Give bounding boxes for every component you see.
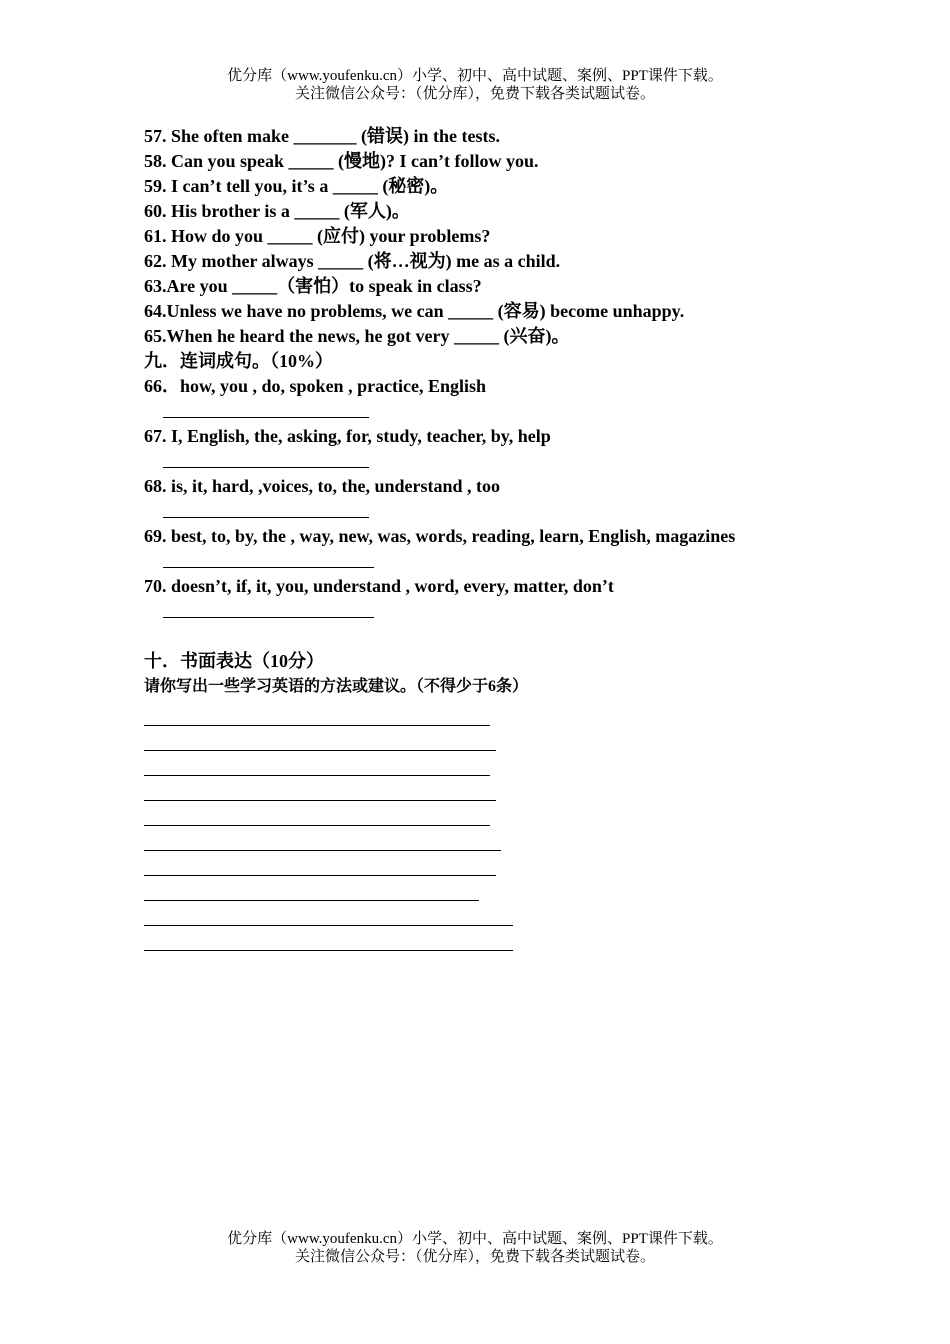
question-65: 65.When he heard the news, he got very _____ (兴奋)。 — [144, 326, 570, 346]
footer-line-2: 关注微信公众号：（优分库），免费下载各类试题试卷。 — [294, 1249, 655, 1265]
question-68: 68. is, it, hard, ,voices, to, the, understand , too — [144, 476, 501, 496]
question-62: 62. My mother always _____ (将…视为) me as a child. — [144, 251, 561, 271]
answer-line-67[interactable] — [144, 449, 904, 474]
writing-line[interactable] — [144, 850, 904, 875]
page-header — [0, 67, 950, 103]
question-57: 57. She often make _______ (错误) in the tests. — [144, 126, 500, 146]
question-63: 63.Are you _____（害怕）to speak in class? — [144, 276, 482, 296]
writing-line[interactable] — [144, 900, 904, 925]
question-70: 70. doesn’t, if, it, you, understand , word, every, matter, don’t — [144, 576, 614, 596]
writing-line[interactable] — [144, 825, 904, 850]
answer-line-69[interactable] — [144, 549, 904, 574]
writing-line[interactable] — [144, 775, 904, 800]
question-69: 69. best, to, by, the , way, new, was, words, reading, learn, English, magazines — [144, 526, 736, 546]
writing-line[interactable] — [144, 925, 904, 950]
answer-line-66[interactable] — [144, 399, 904, 424]
section-9-title: 九．连词成句。（10%） — [144, 351, 333, 371]
header-line-2: 关注微信公众号：（优分库），免费下载各类试题试卷。 — [294, 86, 655, 102]
writing-line[interactable] — [144, 875, 904, 900]
question-61: 61. How do you _____ (应付) your problems? — [144, 226, 491, 246]
writing-line[interactable] — [144, 750, 904, 775]
question-59: 59. I can’t tell you, it’s a _____ (秘密)。 — [144, 176, 449, 196]
section-10-instruction: 请你写出一些学习英语的方法或建议。（不得少于6条） — [144, 678, 529, 695]
answer-line-68[interactable] — [144, 499, 904, 524]
footer-line-1: 优分库（www.youfenku.cn）小学、初中、高中试题、案例、PPT课件下载。 — [227, 1231, 723, 1247]
question-58: 58. Can you speak _____ (慢地)? I can’t follow you. — [144, 151, 539, 171]
writing-line[interactable] — [144, 800, 904, 825]
question-67: 67. I, English, the, asking, for, study, teacher, by, help — [144, 426, 551, 446]
question-66: 66．how, you , do, spoken , practice, English — [144, 376, 487, 396]
answer-line-70[interactable] — [144, 599, 904, 624]
writing-line[interactable] — [144, 725, 904, 750]
question-64: 64.Unless we have no problems, we can _____ (容易) become unhappy. — [144, 301, 685, 321]
header-line-1: 优分库（www.youfenku.cn）小学、初中、高中试题、案例、PPT课件下载。 — [227, 68, 723, 84]
writing-area[interactable] — [144, 725, 904, 975]
question-60: 60. His brother is a _____ (军人)。 — [144, 201, 410, 221]
worksheet-body — [144, 124, 904, 975]
writing-line[interactable] — [144, 950, 904, 975]
section-10-title: 十．书面表达（10分） — [144, 651, 324, 671]
page-footer — [0, 1230, 950, 1266]
